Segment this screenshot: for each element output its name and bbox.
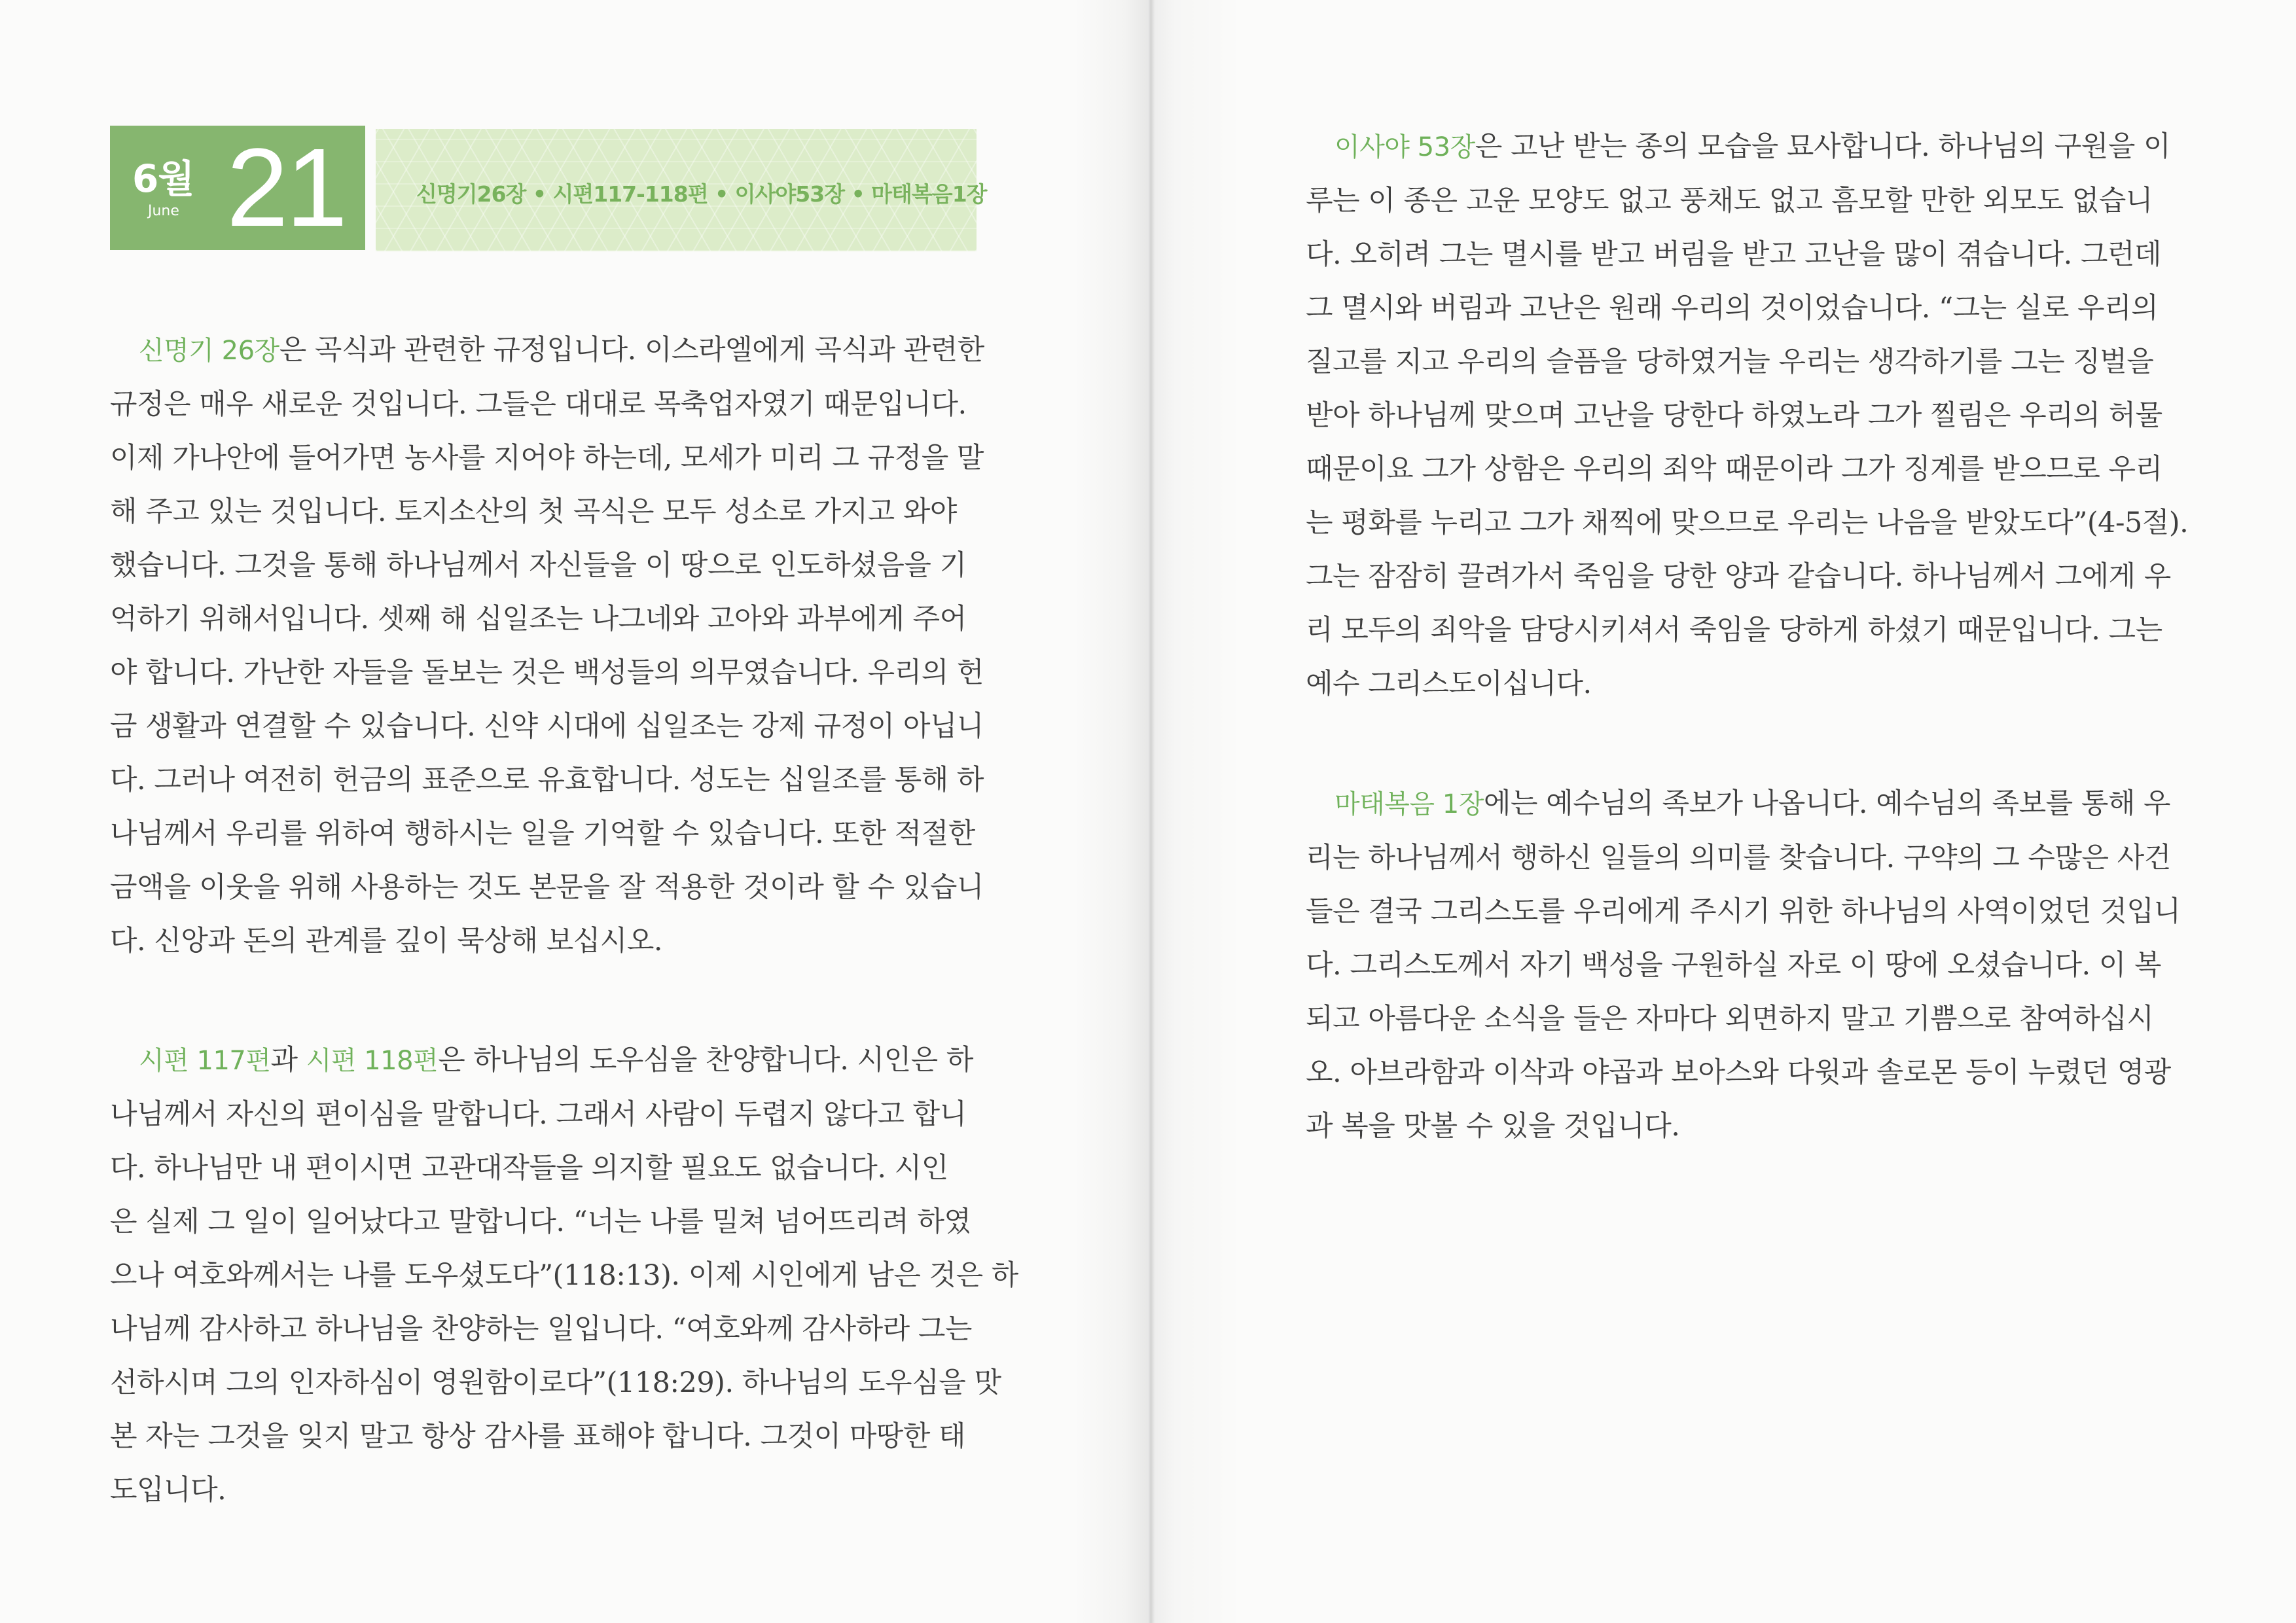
- passage-reference: 시편 118편: [306, 1046, 439, 1076]
- line-text: 은 고난 받는 종의 모습을 묘사합니다. 하나님의 구원을 이: [1475, 130, 2171, 163]
- text-line: 예수 그리스도이십니다.: [1306, 668, 1592, 700]
- text-line: 그는 잠잠히 끌려가서 죽임을 당한 양과 같습니다. 하나님께서 그에게 우: [1306, 560, 2171, 593]
- text-line: 다. 하나님만 내 편이시면 고관대작들을 의지할 필요도 없습니다. 시인: [110, 1152, 948, 1185]
- text-line: 금액을 이웃을 위해 사용하는 것도 본문을 잘 적용한 것이라 할 수 있습니: [110, 871, 984, 904]
- isaiah-paragraph: [1306, 120, 2188, 711]
- text-line: [110, 1033, 1018, 1088]
- text-line: 리 모두의 죄악을 담당시키셔서 죽임을 당하게 하셨기 때문입니다. 그는: [1306, 614, 2162, 647]
- passage-reference: 신명기 26장: [139, 336, 279, 366]
- text-line: 으나 여호와께서는 나를 도우셨도다”(118:13). 이제 시인에게 남은 것은 하: [110, 1259, 1018, 1292]
- text-line: 억하기 위해서입니다. 셋째 해 십일조는 나그네와 고아와 과부에게 주어: [110, 603, 967, 635]
- psalms-paragraph: [110, 1033, 1018, 1517]
- text-line: 질고를 지고 우리의 슬픔을 당하였거늘 우리는 생각하기를 그는 징벌을: [1306, 346, 2154, 378]
- passage-reference: 이사야 53장: [1335, 132, 1475, 162]
- line-text: 은 곡식과 관련한 규정입니다. 이스라엘에게 곡식과 관련한: [279, 334, 984, 366]
- text-line: 다. 신앙과 돈의 관계를 깊이 묵상해 보십시오.: [110, 925, 663, 957]
- text-line: 은 실제 그 일이 일어났다고 말합니다. “너는 나를 밀쳐 넘어뜨리려 하였: [110, 1205, 971, 1238]
- text-line: 도입니다.: [110, 1474, 226, 1507]
- text-line: [110, 323, 984, 378]
- matthew-paragraph: [1306, 777, 2181, 1153]
- text-line: 본 자는 그것을 잊지 말고 항상 감사를 표해야 합니다. 그것이 마땅한 태: [110, 1420, 966, 1453]
- text-line: 되고 아름다운 소식을 들은 자마다 외면하지 말고 기쁨으로 참여하십시: [1306, 1003, 2154, 1035]
- month-label: 6월: [132, 156, 194, 201]
- text-line: 했습니다. 그것을 통해 하나님께서 자신들을 이 땅으로 인도하셨음을 기: [110, 549, 967, 582]
- text-line: 받아 하나님께 맞으며 고난을 당한다 하였노라 그가 찔림은 우리의 허물: [1306, 399, 2162, 432]
- text-line: 나님께서 우리를 위하여 행하시는 일을 기억할 수 있습니다. 또한 적절한: [110, 817, 975, 850]
- date-badge: [110, 126, 365, 250]
- text-line: 리는 하나님께서 행하신 일들의 의미를 찾습니다. 구약의 그 수많은 사건: [1306, 842, 2171, 874]
- text-line: 다. 오히려 그는 멸시를 받고 버림을 받고 고난을 많이 겪습니다. 그런데: [1306, 238, 2162, 271]
- line-text: 에는 예수님의 족보가 나옵니다. 예수님의 족보를 통해 우: [1483, 787, 2171, 820]
- text-line: 나님께 감사하고 하나님을 찬양하는 일입니다. “여호와께 감사하라 그는: [110, 1313, 972, 1346]
- day-number: 21: [226, 126, 346, 250]
- text-line: 다. 그러나 여전히 헌금의 표준으로 유효합니다. 성도는 십일조를 통해 하: [110, 764, 984, 796]
- month-english-label: June: [148, 203, 179, 219]
- text-line: 는 평화를 누리고 그가 채찍에 맞으므로 우리는 나음을 받았도다”(4-5절).: [1306, 507, 2189, 539]
- text-line: 들은 결국 그리스도를 우리에게 주시기 위한 하나님의 사역이었던 것입니: [1306, 895, 2181, 928]
- text-line: 나님께서 자신의 편이심을 말합니다. 그래서 사람이 두렵지 않다고 합니: [110, 1098, 967, 1131]
- readings-banner: [376, 129, 987, 251]
- text-line: 이제 가나안에 들어가면 농사를 지어야 하는데, 모세가 미리 그 규정을 말: [110, 442, 984, 474]
- text-line: 루는 이 종은 고운 모양도 없고 풍채도 없고 흠모할 만한 외모도 없습니: [1306, 185, 2153, 217]
- line-text: 과: [270, 1044, 306, 1077]
- passage-reference: 마태복음 1장: [1335, 789, 1484, 819]
- text-line: 야 합니다. 가난한 자들을 돌보는 것은 백성들의 의무였습니다. 우리의 헌: [110, 656, 984, 689]
- text-line: [1306, 120, 2188, 174]
- text-line: 규정은 매우 새로운 것입니다. 그들은 대대로 목축업자였기 때문입니다.: [110, 388, 967, 421]
- text-line: 금 생활과 연결할 수 있습니다. 신약 시대에 십일조는 강제 규정이 아닙니: [110, 710, 984, 743]
- readings-list: 신명기26장 • 시편117-118편 • 이사야53장 • 마태복음1장: [416, 181, 987, 207]
- passage-reference: 시편 117편: [139, 1046, 271, 1076]
- text-line: 과 복을 맛볼 수 있을 것입니다.: [1306, 1110, 1680, 1143]
- text-line: 다. 그리스도께서 자기 백성을 구원하실 자로 이 땅에 오셨습니다. 이 복: [1306, 949, 2162, 982]
- text-line: 때문이요 그가 상함은 우리의 죄악 때문이라 그가 징계를 받으므로 우리: [1306, 453, 2162, 486]
- deuteronomy-paragraph: [110, 323, 984, 968]
- text-line: 오. 아브라함과 이삭과 야곱과 보아스와 다윗과 솔로몬 등이 누렸던 영광: [1306, 1056, 2171, 1089]
- text-line: 해 주고 있는 것입니다. 토지소산의 첫 곡식은 모두 성소로 가지고 와야: [110, 495, 957, 528]
- text-line: [1306, 777, 2181, 831]
- line-text: 은 하나님의 도우심을 찬양합니다. 시인은 하: [438, 1044, 973, 1077]
- text-line: 선하시며 그의 인자하심이 영원함이로다”(118:29). 하나님의 도우심을 맛: [110, 1366, 1001, 1399]
- text-line: 그 멸시와 버림과 고난은 원래 우리의 것이었습니다. “그는 실로 우리의: [1306, 292, 2159, 325]
